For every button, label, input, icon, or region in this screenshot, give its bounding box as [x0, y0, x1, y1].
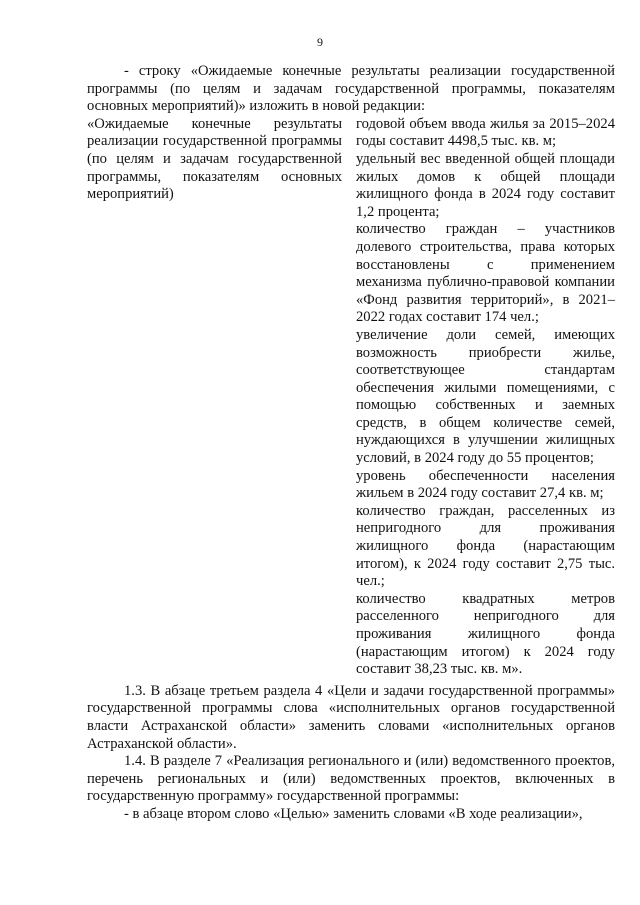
result-item: количество граждан, расселенных из непригодного для проживания жилищного фонда (нарастающим итогом), к 2024 году составит 2,75 тыс. чел.;	[356, 502, 615, 590]
intro-paragraph: - строку «Ожидаемые конечные результаты реализации государственной программы (по целям и задачам государственной программы, показателям основных мероприятий)» изложить в новой редакции:	[87, 63, 615, 115]
result-item: увеличение доли семей, имеющих возможность приобрести жилье, соответствующее стандартам обеспечения жилыми помещениями, с помощью собственных и заемных средств, в общем количестве семей, нуждающихся в улучшении жилищных условий, в 2024 году до 55 процентов;	[356, 326, 615, 467]
paragraph-dash-item: - в абзаце втором слово «Целью» заменить словами «В ходе реализации»,	[124, 805, 583, 822]
result-item: количество граждан – участников долевого строительства, права которых восстановлены с применением механизма публично-правовой компании «Фонд развития территорий», в 2021–2022 годах составит 174 чел.;	[356, 221, 615, 326]
row-label-cell: «Ожидаемые конечные результаты реализации государственной программы (по целям и задачам государственной программы, показателям основных мероприятий)	[87, 115, 342, 203]
result-item: количество квадратных метров расселенного непригодного для проживания жилищного фонда (нарастающим итогом) к 2024 году составит 38,23 тыс. кв. м».	[356, 590, 615, 678]
result-item: удельный вес введенной общей площади жилых домов к общей площади жилищного фонда в 2024 году составит 1,2 процента;	[356, 150, 615, 220]
paragraph-1-4: 1.4. В разделе 7 «Реализация регионального и (или) ведомственного проектов, перечень региональных и (или) ведомственных проектов, включенных в государственную программу» государственной программы:	[87, 753, 615, 805]
result-item: уровень обеспеченности населения жильем в 2024 году составит 27,4 кв. м;	[356, 467, 615, 502]
row-value-cell	[356, 116, 615, 679]
document-body	[87, 63, 615, 824]
paragraph-1-3: 1.3. В абзаце третьем раздела 4 «Цели и задачи государственной программы» государственной программы слова «исполнительных органов государственной власти Астраханской области» заменить словами «исполнительных органов Астраханской области».	[87, 682, 615, 752]
page-number: 9	[317, 35, 323, 49]
result-item: годовой объем ввода жилья за 2015–2024 годы составит 4498,5 тыс. кв. м;	[356, 115, 615, 150]
passport-row-table	[87, 116, 615, 679]
